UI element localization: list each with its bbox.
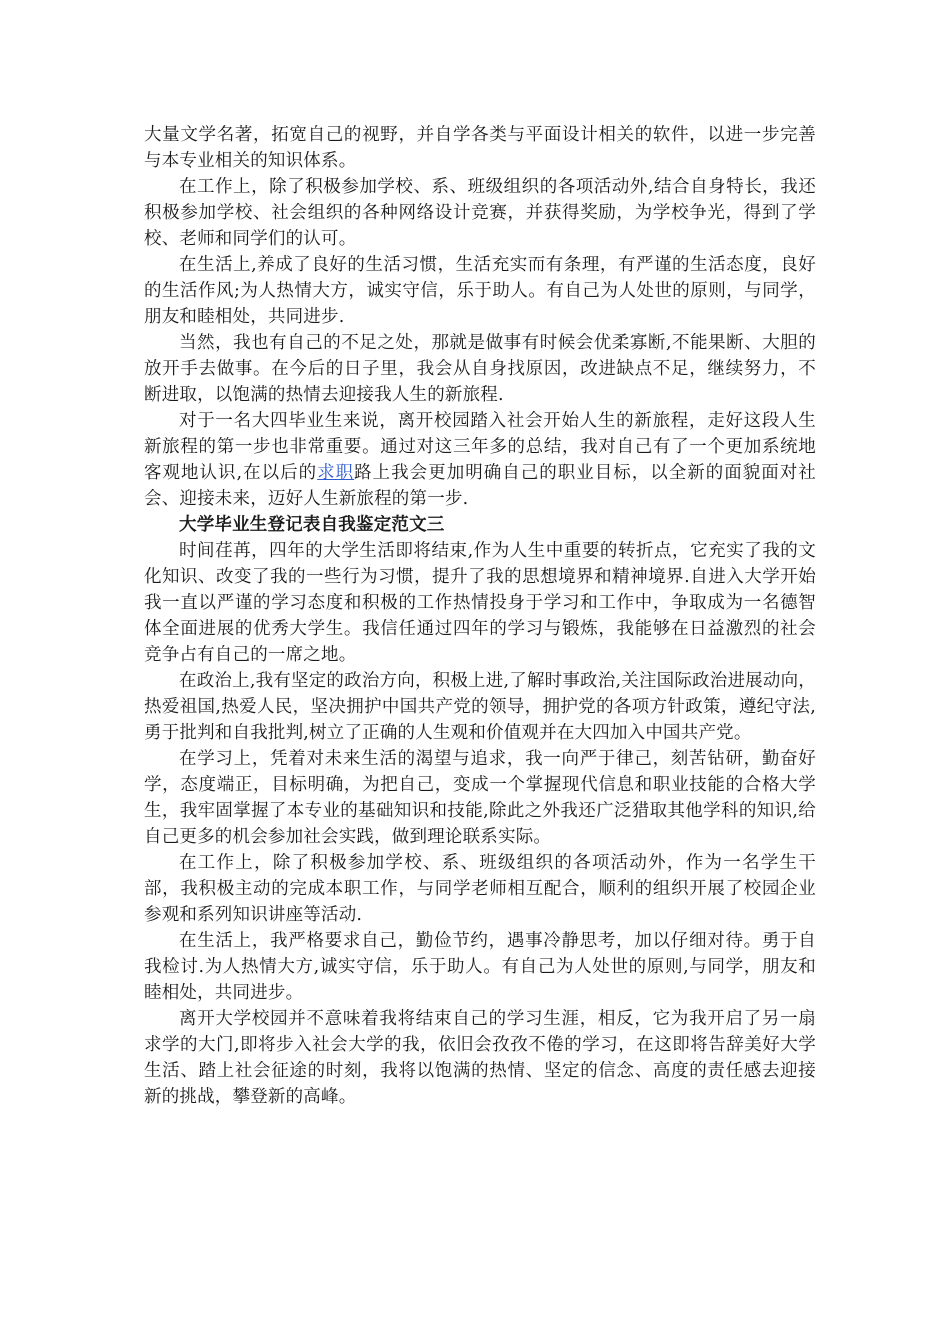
paragraph-graduate-text-before: 对于一名大四毕业生来说，离开校园踏入社会开始人生的新旅程，走好这段人生新旅程的第一步也非常重要。通过对这三年多的总结，我对自己有了一个更加系统地客观地认识,在以后的 — [144, 411, 816, 483]
paragraph-work: 在工作上，除了积极参加学校、系、班级组织的各项活动外,结合自身特长，我还积极参加学校、社会组织的各种网络设计竞赛，并获得奖励，为学校争光，得到了学校、老师和同学们的认可。 — [144, 177, 816, 249]
document-page — [144, 122, 816, 1110]
paragraph-continued: 大量文学名著，拓宽自己的视野，并自学各类与平面设计相关的软件，以进一步完善与本专业相关的知识体系。 — [144, 125, 816, 171]
paragraph-shortcomings: 当然，我也有自己的不足之处，那就是做事有时候会优柔寡断,不能果断、大胆的放开手去做事。在今后的日子里，我会从自身找原因，改进缺点不足，继续努力，不断进取，以饱满的热情去迎接我人生的新旅程. — [144, 333, 816, 405]
section-heading: 大学毕业生登记表自我鉴定范文三 — [179, 515, 445, 535]
paragraph-conclusion: 离开大学校园并不意味着我将结束自己的学习生涯，相反，它为我开启了另一扇求学的大门,即将步入社会大学的我，依旧会孜孜不倦的学习，在这即将告辞美好大学生活、踏上社会征途的时刻，我将以饱满的热情、坚定的信念、高度的责任感去迎接新的挑战，攀登新的高峰。 — [144, 1009, 816, 1107]
paragraph-life-2: 在生活上，我严格要求自己，勤俭节约，遇事冷静思考，加以仔细对待。勇于自我检讨.为人热情大方,诚实守信，乐于助人。有自己为人处世的原则,与同学，朋友和睦相处，共同进步。 — [144, 931, 816, 1003]
paragraph-intro: 时间荏苒，四年的大学生活即将结束,作为人生中重要的转折点，它充实了我的文化知识、改变了我的一些行为习惯，提升了我的思想境界和精神境界.自进入大学开始我一直以严谨的学习态度和积极的工作热情投身于学习和工作中，争取成为一名德智体全面进展的优秀大学生。我信任通过四年的学习与锻炼，我能够在日益激烈的社会竞争占有自己的一席之地。 — [144, 541, 816, 665]
paragraph-graduate — [144, 408, 816, 512]
paragraph-life: 在生活上,养成了良好的生活习惯，生活充实而有条理，有严谨的生活态度，良好的生活作风;为人热情大方，诚实守信，乐于助人。有自己为人处世的原则，与同学，朋友和睦相处，共同进步. — [144, 255, 816, 327]
paragraph-politics: 在政治上,我有坚定的政治方向，积极上进,了解时事政治,关注国际政治进展动向，热爱祖国,热爱人民，坚决拥护中国共产党的领导，拥护党的各项方针政策，遵纪守法,勇于批判和自我批判,树立了正确的人生观和价值观并在大四加入中国共产党。 — [144, 671, 816, 743]
job-search-link[interactable]: 求职 — [317, 463, 355, 483]
paragraph-work-2: 在工作上，除了积极参加学校、系、班级组织的各项活动外，作为一名学生干部，我积极主动的完成本职工作，与同学老师相互配合，顺利的组织开展了校园企业参观和系列知识讲座等活动. — [144, 853, 816, 925]
paragraph-study: 在学习上，凭着对未来生活的渴望与追求，我一向严于律己，刻苦钻研，勤奋好学，态度端正，目标明确，为把自己，变成一个掌握现代信息和职业技能的合格大学生，我牢固掌握了本专业的基础知识和技能,除此之外我还广泛猎取其他学科的知识,给自己更多的机会参加社会实践，做到理论联系实际。 — [144, 749, 816, 847]
paragraph-graduate-text-after: 路上我会更加明确自己的职业目标，以全新的面貌面对社会、迎接未来，迈好人生新旅程的第一步. — [144, 463, 817, 509]
